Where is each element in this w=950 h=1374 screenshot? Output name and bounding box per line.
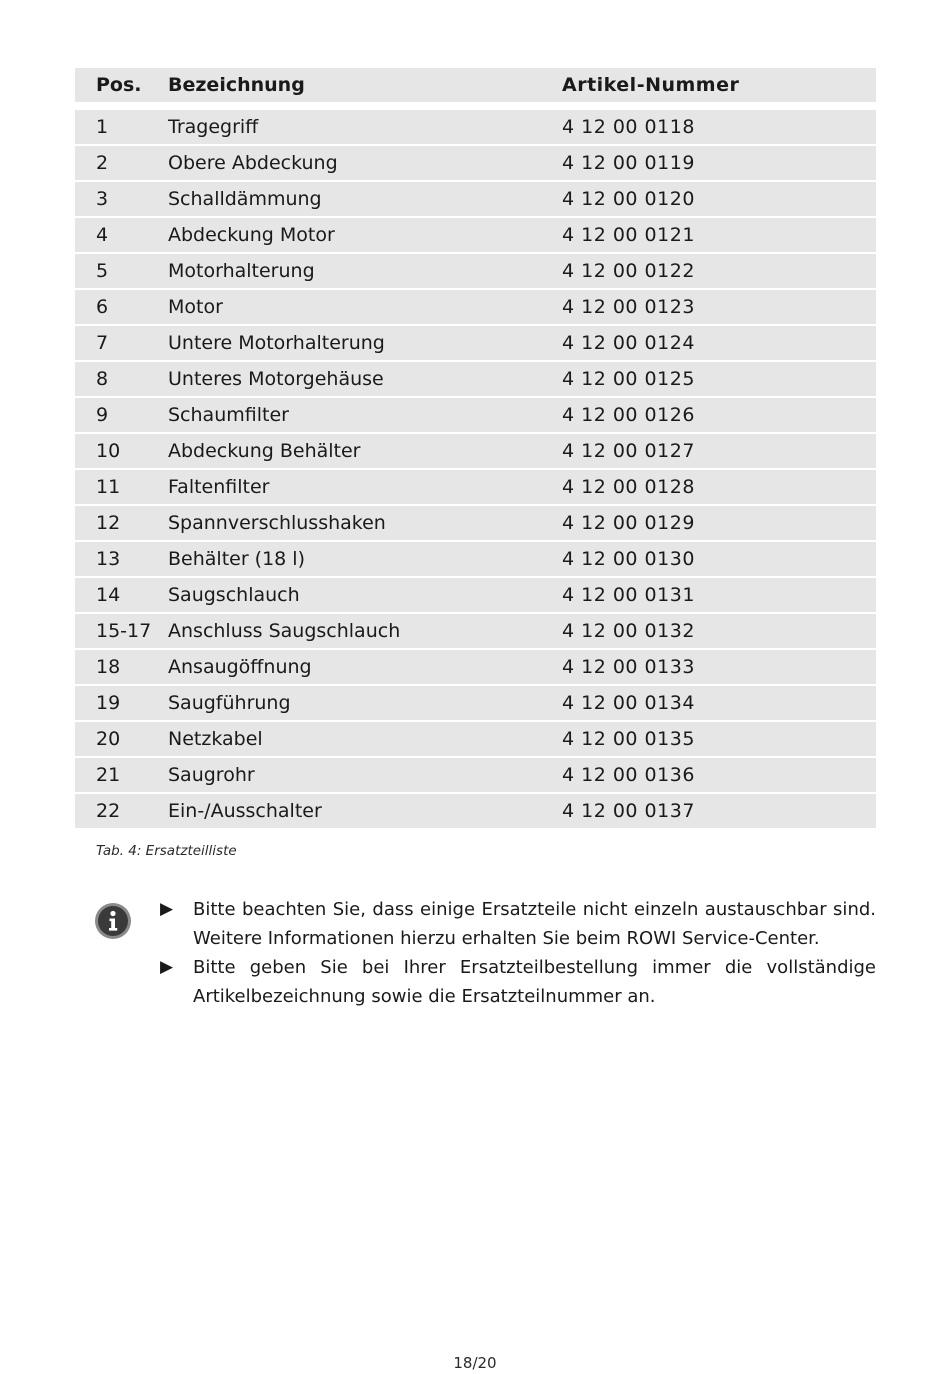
row-pos: 22 <box>96 800 121 822</box>
row-number: 4 12 00 0129 <box>562 512 695 534</box>
row-name: Abdeckung Motor <box>168 224 335 246</box>
row-number: 4 12 00 0119 <box>562 152 695 174</box>
row-name: Faltenfilter <box>168 476 270 498</box>
row-name: Netzkabel <box>168 728 263 750</box>
row-pos: 18 <box>96 656 121 678</box>
row-number: 4 12 00 0124 <box>562 332 695 354</box>
row-name: Ansaugöffnung <box>168 656 312 678</box>
row-pos: 20 <box>96 728 121 750</box>
row-number: 4 12 00 0125 <box>562 368 695 390</box>
row-pos: 21 <box>96 764 121 786</box>
row-pos: 8 <box>96 368 109 390</box>
row-number: 4 12 00 0134 <box>562 692 695 714</box>
row-name: Schaumfilter <box>168 404 289 426</box>
table-row <box>75 398 876 432</box>
row-number: 4 12 00 0131 <box>562 584 695 606</box>
row-name: Schalldämmung <box>168 188 322 210</box>
row-number: 4 12 00 0123 <box>562 296 695 318</box>
row-name: Behälter (18 l) <box>168 548 305 570</box>
table-row <box>75 506 876 540</box>
info-notes <box>160 895 876 1011</box>
row-pos: 6 <box>96 296 109 318</box>
table-row <box>75 146 876 180</box>
header-name: Bezeichnung <box>168 74 305 96</box>
row-pos: 9 <box>96 404 109 426</box>
table-row <box>75 650 876 684</box>
table-caption: Tab. 4: Ersatzteilliste <box>96 843 237 859</box>
row-pos: 5 <box>96 260 109 282</box>
row-name: Motor <box>168 296 223 318</box>
row-number: 4 12 00 0130 <box>562 548 695 570</box>
row-number: 4 12 00 0132 <box>562 620 695 642</box>
table-row <box>75 182 876 216</box>
row-number: 4 12 00 0120 <box>562 188 695 210</box>
table-row <box>75 578 876 612</box>
row-name: Saugschlauch <box>168 584 300 606</box>
table-row <box>75 614 876 648</box>
info-icon <box>94 902 132 940</box>
table-row <box>75 290 876 324</box>
header-number: Artikel-Nummer <box>562 74 740 96</box>
spare-parts-table <box>75 68 876 830</box>
table-row <box>75 542 876 576</box>
table-row <box>75 110 876 144</box>
row-name: Spannverschlusshaken <box>168 512 386 534</box>
row-pos: 19 <box>96 692 121 714</box>
arrow-icon: ▶ <box>160 899 174 919</box>
row-number: 4 12 00 0122 <box>562 260 695 282</box>
row-name: Tragegriff <box>168 116 259 138</box>
row-number: 4 12 00 0127 <box>562 440 695 462</box>
table-row <box>75 758 876 792</box>
row-pos: 15-17 <box>96 620 152 642</box>
table-row <box>75 722 876 756</box>
row-pos: 12 <box>96 512 121 534</box>
table-row <box>75 254 876 288</box>
row-name: Untere Motorhalterung <box>168 332 385 354</box>
row-name: Saugführung <box>168 692 291 714</box>
table-row <box>75 218 876 252</box>
row-name: Abdeckung Behälter <box>168 440 361 462</box>
table-row <box>75 686 876 720</box>
row-number: 4 12 00 0135 <box>562 728 695 750</box>
row-number: 4 12 00 0137 <box>562 800 695 822</box>
row-name: Anschluss Saugschlauch <box>168 620 401 642</box>
row-pos: 14 <box>96 584 121 606</box>
row-number: 4 12 00 0126 <box>562 404 695 426</box>
table-row <box>75 326 876 360</box>
row-name: Ein-/Ausschalter <box>168 800 322 822</box>
note-item <box>160 895 876 953</box>
row-pos: 13 <box>96 548 121 570</box>
table-row <box>75 362 876 396</box>
page-number: 18/20 <box>453 1354 497 1372</box>
row-pos: 10 <box>96 440 121 462</box>
row-pos: 1 <box>96 116 109 138</box>
note-text: Bitte geben Sie bei Ihrer Ersatzteilbestellung immer die vollständige Artikelbezeichnung sowie die Ersatzteilnummer an. <box>193 957 876 1007</box>
note-text: Bitte beachten Sie, dass einige Ersatzteile nicht einzeln austauschbar sind. Weitere Informationen hierzu erhalten Sie beim ROWI Service-Center. <box>193 899 876 949</box>
table-header-row <box>75 68 876 102</box>
header-pos: Pos. <box>96 74 142 96</box>
row-pos: 2 <box>96 152 109 174</box>
table-row <box>75 434 876 468</box>
row-name: Unteres Motorgehäuse <box>168 368 384 390</box>
arrow-icon: ▶ <box>160 957 174 977</box>
note-item <box>160 953 876 1011</box>
row-number: 4 12 00 0128 <box>562 476 695 498</box>
row-name: Saugrohr <box>168 764 255 786</box>
row-pos: 11 <box>96 476 121 498</box>
row-name: Motorhalterung <box>168 260 315 282</box>
row-pos: 7 <box>96 332 109 354</box>
table-body <box>75 110 876 828</box>
row-number: 4 12 00 0136 <box>562 764 695 786</box>
table-row <box>75 794 876 828</box>
row-name: Obere Abdeckung <box>168 152 338 174</box>
row-number: 4 12 00 0121 <box>562 224 695 246</box>
table-row <box>75 470 876 504</box>
row-number: 4 12 00 0118 <box>562 116 695 138</box>
row-number: 4 12 00 0133 <box>562 656 695 678</box>
row-pos: 3 <box>96 188 109 210</box>
row-pos: 4 <box>96 224 109 246</box>
